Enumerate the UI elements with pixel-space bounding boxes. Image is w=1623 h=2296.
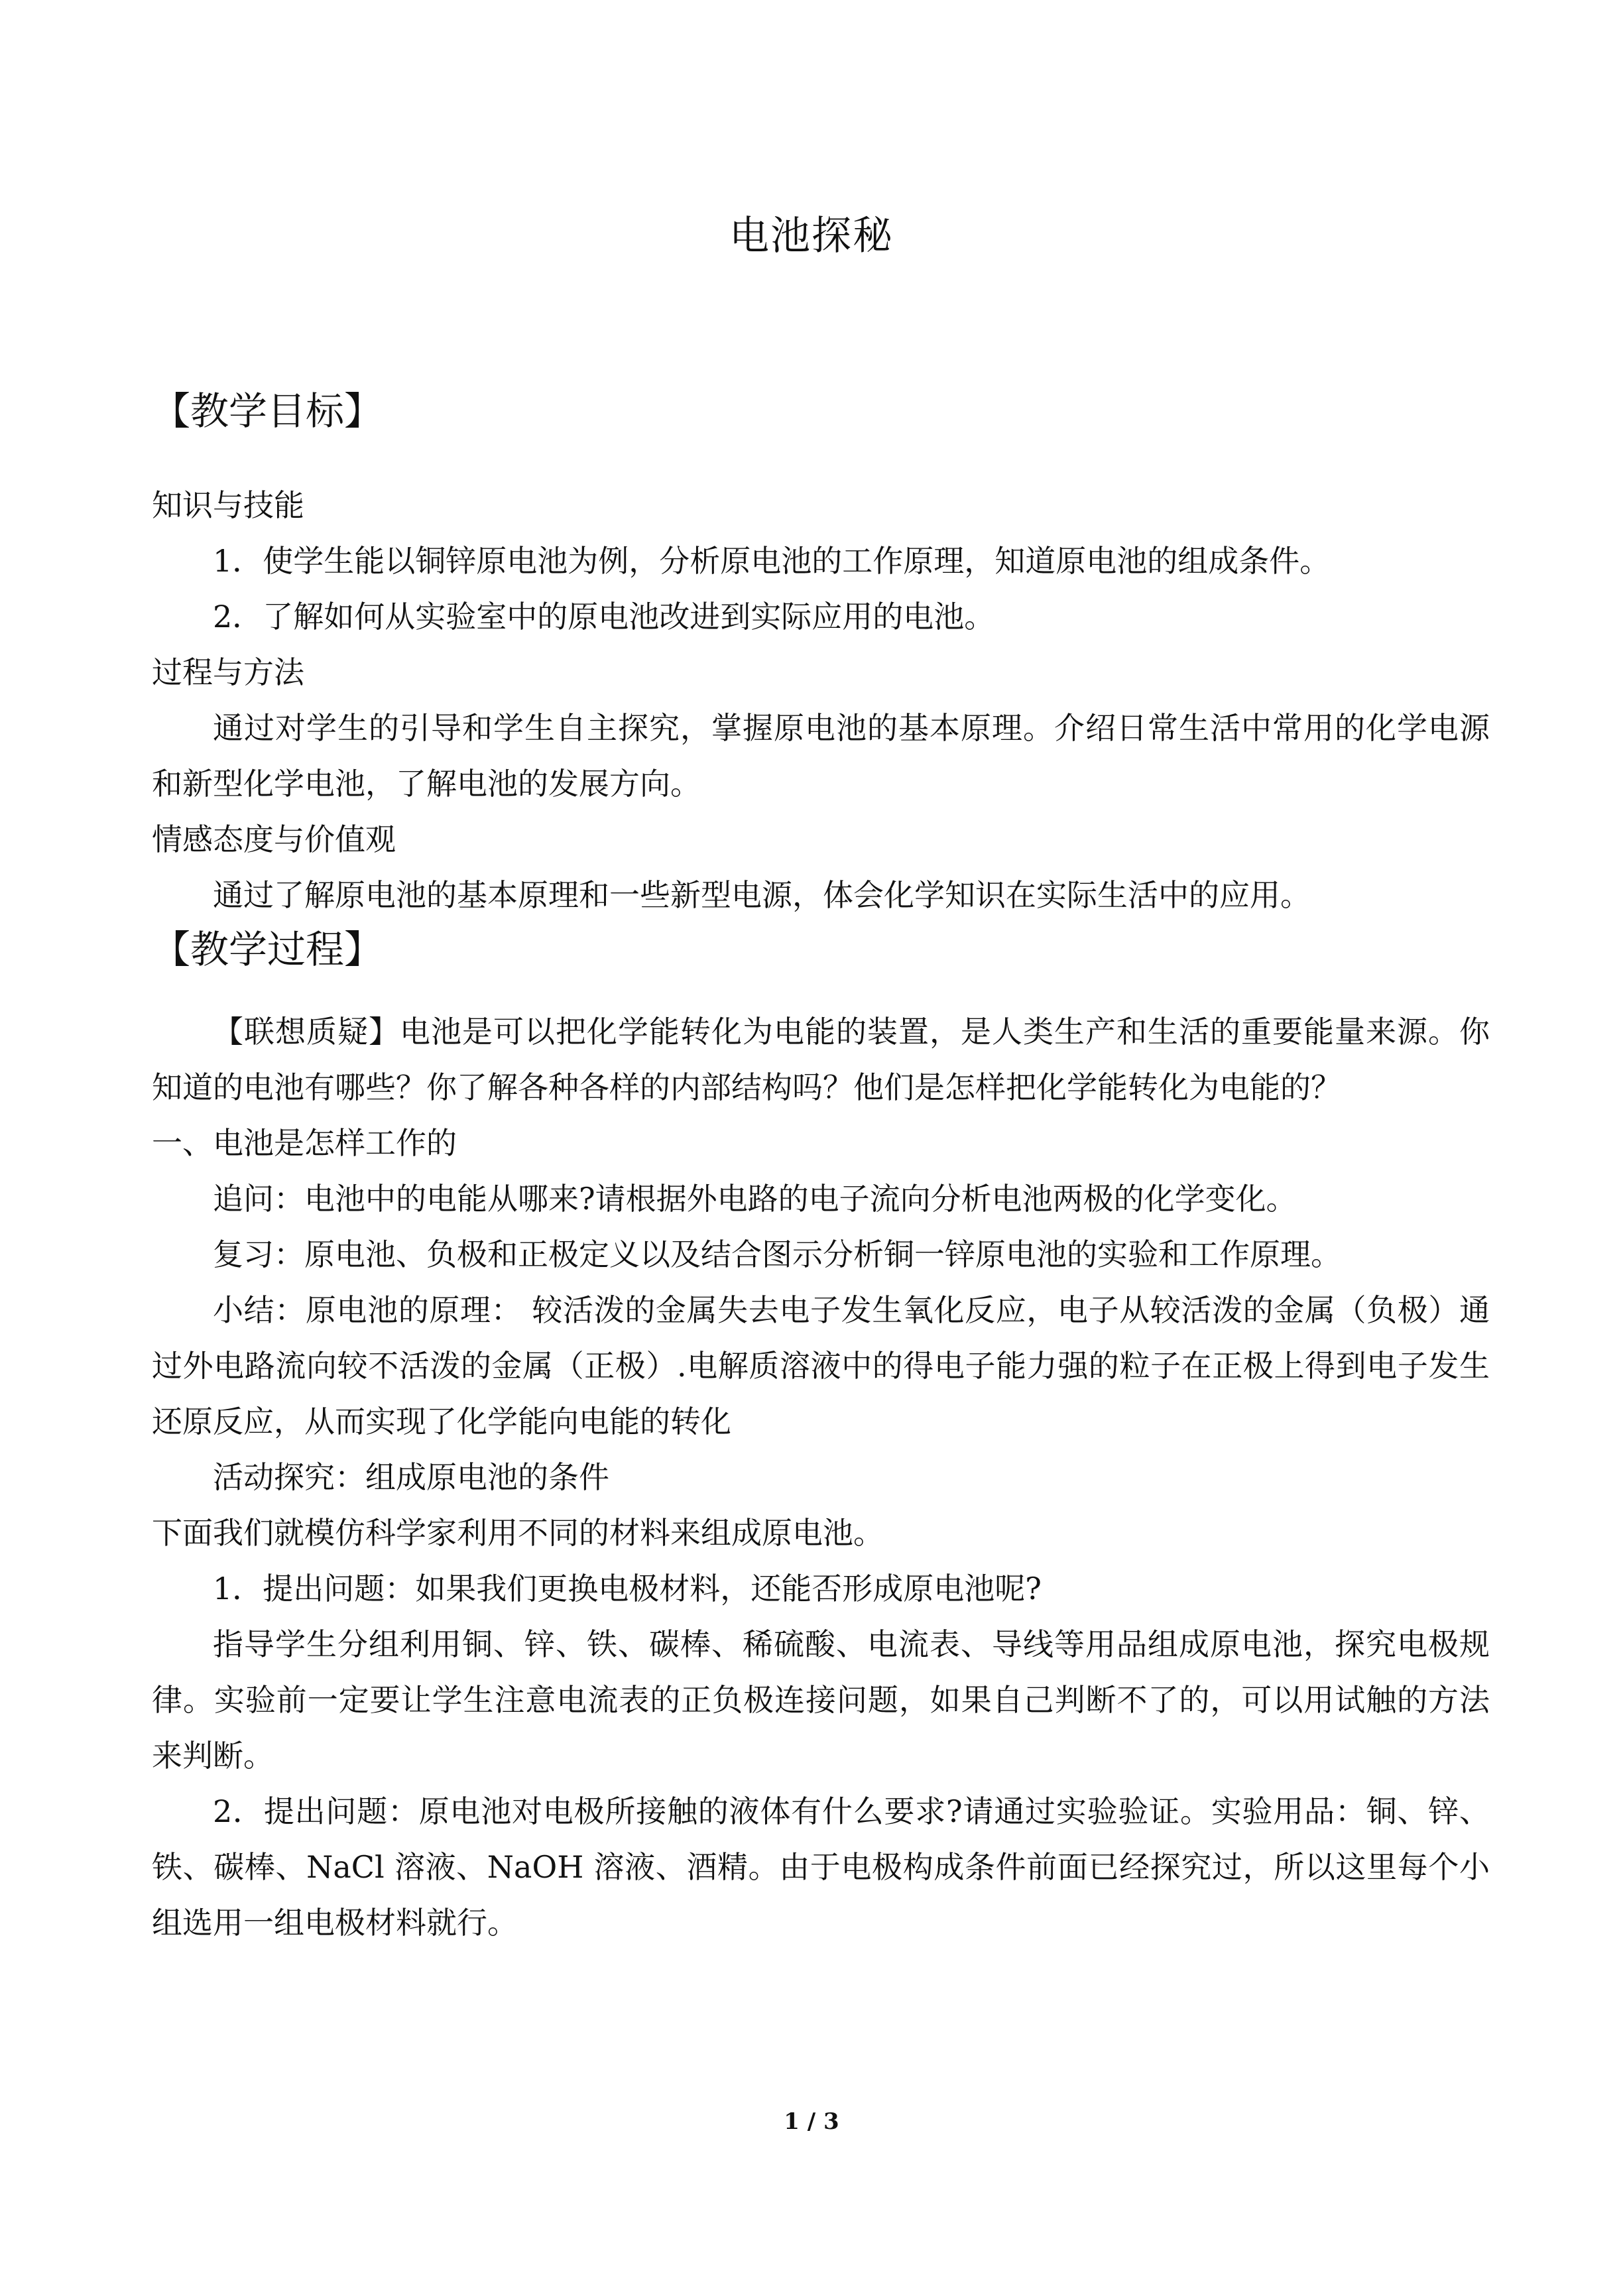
document-title: 电池探秘 [729, 213, 894, 259]
review-paragraph: 复习：原电池、负极和正极定义以及结合图示分析铜一锌原电池的实验和工作原理。 [213, 1237, 1341, 1272]
objectives-heading: 【教学目标】 [152, 389, 383, 434]
activity-paragraph: 活动探究：组成原电池的条件 [213, 1459, 609, 1495]
knowledge-skills-label: 知识与技能 [152, 487, 304, 523]
lead-paragraph: 下面我们就模仿科学家利用不同的材料来组成原电池。 [152, 1515, 884, 1551]
process-methods-label: 过程与方法 [152, 654, 304, 690]
procedure-heading: 【教学过程】 [152, 927, 383, 972]
ask-paragraph: 追问：电池中的电能从哪来?请根据外电路的电子流向分析电池两极的化学变化。 [213, 1181, 1297, 1217]
attitude-values-text: 通过了解原电池的基本原理和一些新型电源，体会化学知识在实际生活中的应用。 [213, 877, 1311, 913]
summary-paragraph: 小结：原电池的原理： 较活泼的金属失去电子发生氧化反应，电子从较活泼的金属（负极）通过外电路流向较不活泼的金属（正极）.电解质溶液中的得电子能力强的粒子在正极上得到电子发生还原反应，从而实现了化学能向电能的转化 [152, 1292, 1490, 1439]
section1-title: 一、电池是怎样工作的 [152, 1125, 457, 1161]
intro-paragraph: 【联想质疑】电池是可以把化学能转化为电能的装置，是人类生产和生活的重要能量来源。你知道的电池有哪些？你了解各种各样的内部结构吗？他们是怎样把化学能转化为电能的？ [152, 1014, 1490, 1105]
knowledge-item-1: 1．使学生能以铜锌原电池为例，分析原电池的工作原理，知道原电池的组成条件。 [213, 543, 1331, 579]
knowledge-item-2: 2．了解如何从实验室中的原电池改进到实际应用的电池。 [213, 599, 995, 634]
attitude-values-label: 情感态度与价值观 [152, 821, 396, 857]
document-body [152, 385, 1490, 1951]
process-methods-text: 通过对学生的引导和学生自主探究，掌握原电池的基本原理。介绍日常生活中常用的化学电源和新型化学电池，了解电池的发展方向。 [152, 710, 1490, 802]
page-number: 1 / 3 [784, 2108, 839, 2135]
guide-paragraph: 指导学生分组利用铜、锌、铁、碳棒、稀硫酸、电流表、导线等用品组成原电池，探究电极规律。实验前一定要让学生注意电流表的正负极连接问题，如果自己判断不了的，可以用试触的方法来判断。 [152, 1626, 1490, 1774]
question-2-paragraph: 2．提出问题：原电池对电极所接触的液体有什么要求?请通过实验验证。实验用品：铜、锌、铁、碳棒、NaCl 溶液、NaOH 溶液、酒精。由于电极构成条件前面已经探究过，所以这里每个小组选用一组电极材料就行。 [152, 1793, 1490, 1941]
question-1-paragraph: 1．提出问题：如果我们更换电极材料，还能否形成原电池呢? [213, 1571, 1042, 1606]
